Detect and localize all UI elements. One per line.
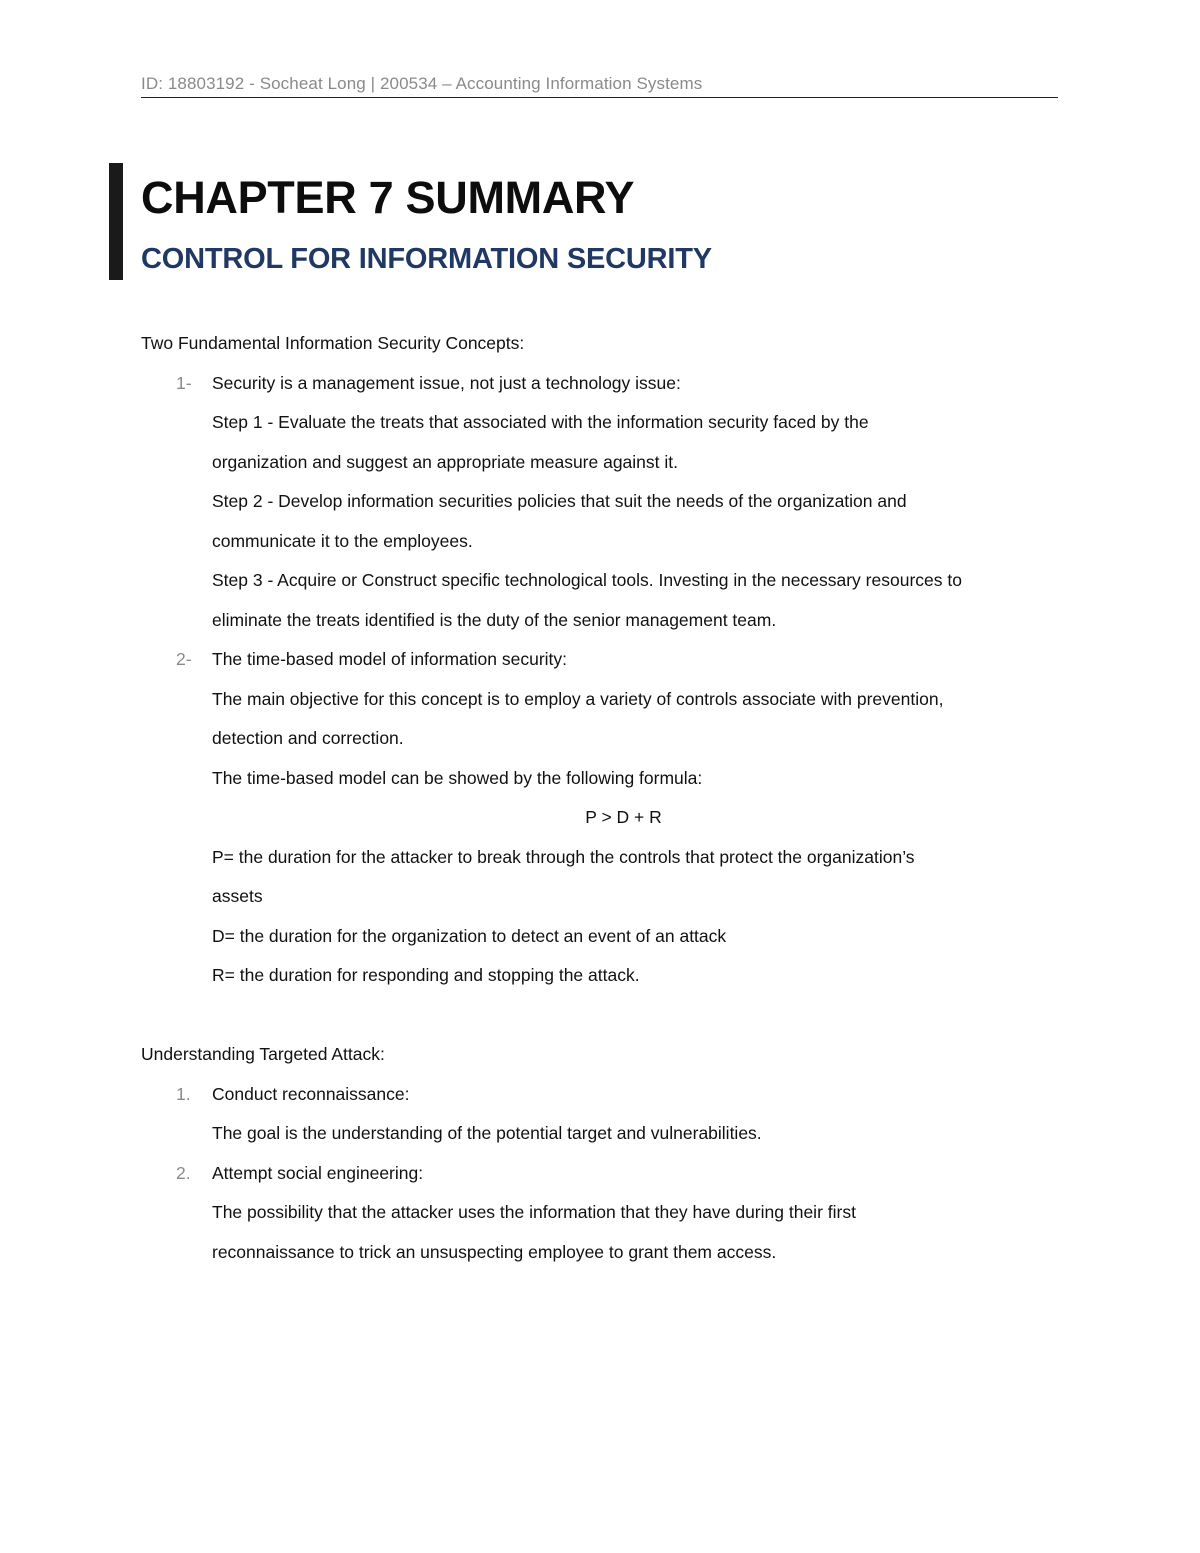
list-item	[141, 1075, 1061, 1154]
list-item-title: Conduct reconnaissance:	[212, 1083, 410, 1104]
text-line: reconnaissance to trick an unsuspecting employee to grant them access.	[212, 1241, 777, 1262]
list-item-title: The time-based model of information security:	[212, 649, 568, 669]
text-line: Step 2 - Develop information securities policies that suit the needs of the organization and	[212, 491, 907, 511]
definition-line: assets	[212, 886, 263, 906]
text-line: detection and correction.	[212, 728, 404, 748]
formula: P > D + R	[585, 807, 662, 827]
text-line: eliminate the treats identified is the duty of the senior management team.	[212, 609, 777, 630]
list-item	[141, 1154, 1061, 1273]
document-body	[141, 324, 1061, 1272]
text-line: Step 1 - Evaluate the treats that associated with the information security faced by the	[212, 412, 869, 432]
section-spacer	[141, 996, 1061, 1036]
section-heading-concepts: Two Fundamental Information Security Concepts:	[141, 333, 525, 353]
text-line: The time-based model can be showed by the following formula:	[212, 767, 703, 788]
list-item-title: Security is a management issue, not just a technology issue:	[212, 372, 681, 393]
definition-line: P= the duration for the attacker to break through the controls that protect the organization’s	[212, 846, 915, 867]
text-line: organization and suggest an appropriate measure against it.	[212, 451, 678, 472]
text-line: communicate it to the employees.	[212, 530, 473, 551]
page-title: CHAPTER 7 SUMMARY	[141, 172, 635, 223]
page-header: ID: 18803192 - Socheat Long | 200534 – Accounting Information Systems	[141, 74, 1058, 98]
list-item-title: Attempt social engineering:	[212, 1162, 424, 1183]
list-marker: 1-	[176, 372, 192, 393]
list-item	[141, 364, 1061, 641]
list-marker: 2-	[176, 649, 192, 669]
text-line: The goal is the understanding of the potential target and vulnerabilities.	[212, 1123, 762, 1143]
list-marker: 2.	[176, 1162, 191, 1183]
text-line: The main objective for this concept is to employ a variety of controls associate with prevention,	[212, 688, 944, 709]
title-accent-bar	[109, 163, 123, 280]
text-line: The possibility that the attacker uses the information that they have during their first	[212, 1202, 856, 1222]
list-marker: 1.	[176, 1083, 191, 1104]
section-heading-targeted-attack: Understanding Targeted Attack:	[141, 1044, 385, 1064]
definition-line: D= the duration for the organization to detect an event of an attack	[212, 925, 727, 946]
text-line: Step 3 - Acquire or Construct specific technological tools. Investing in the necessary resources to	[212, 570, 962, 590]
page-subtitle: CONTROL FOR INFORMATION SECURITY	[141, 243, 712, 275]
definition-line: R= the duration for responding and stopping the attack.	[212, 965, 640, 985]
list-item	[141, 640, 1061, 996]
